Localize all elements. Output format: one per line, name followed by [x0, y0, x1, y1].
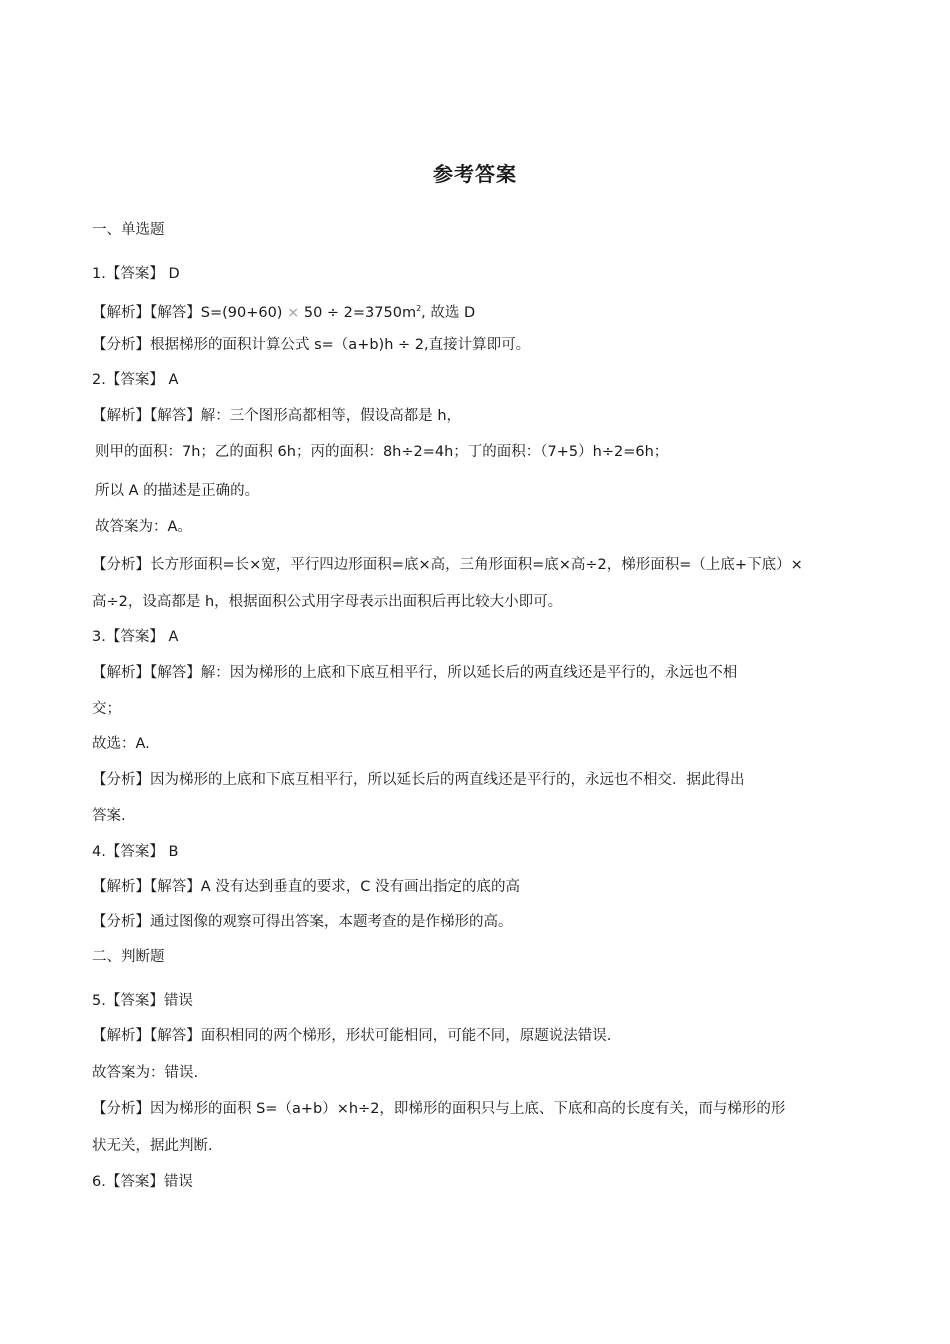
q2-analysis-line2: 高÷2，设高都是 h，根据面积公式用字母表示出面积后再比较大小即可。 [92, 594, 563, 610]
q6-answer: 6.【答案】错误 [92, 1174, 193, 1190]
q3-explanation-line1: 【解析】【解答】解：因为梯形的上底和下底互相平行，所以延长后的两直线还是平行的，永远也不相 [92, 665, 738, 681]
superscript-2: 2 [416, 304, 422, 313]
q4-answer: 4.【答案】 B [92, 844, 179, 860]
q2-explanation-line3: 所以 A 的描述是正确的。 [95, 483, 260, 499]
multiply-sign: × [287, 305, 300, 321]
q2-answer: 2.【答案】 A [92, 372, 179, 388]
q3-analysis-line1: 【分析】因为梯形的上底和下底互相平行，所以延长后的两直线还是平行的，永远也不相交．据此得出 [92, 772, 745, 788]
q2-explanation-line4: 故答案为：A。 [95, 519, 192, 535]
q3-explanation-line3: 故选：A. [92, 736, 150, 752]
q3-analysis-line2: 答案. [92, 808, 126, 824]
q2-explanation-line1: 【解析】【解答】解：三个图形高都相等，假设高都是 h， [92, 408, 462, 424]
section-heading-single-choice: 一、单选题 [92, 222, 165, 238]
q3-answer: 3.【答案】 A [92, 629, 179, 645]
q2-explanation-line2: 则甲的面积：7h；乙的面积 6h；丙的面积：8h÷2=4h；丁的面积：（7+5）h÷2=6h； [95, 444, 669, 460]
q1-answer: 1.【答案】 D [92, 266, 180, 282]
q5-explanation-line2: 故答案为：错误. [92, 1065, 199, 1081]
q5-answer: 5.【答案】错误 [92, 993, 193, 1009]
page-title: 参考答案 [433, 162, 517, 186]
q5-analysis-line2: 状无关，据此判断. [92, 1138, 213, 1154]
q5-analysis-line1: 【分析】因为梯形的面积 S=（a+b）×h÷2，即梯形的面积只与上底、下底和高的长度有关，而与梯形的形 [92, 1101, 786, 1117]
q2-analysis-line1: 【分析】长方形面积=长×宽，平行四边形面积=底×高，三角形面积=底×高÷2，梯形面积=（上底+下底）× [92, 557, 803, 573]
q3-explanation-line2: 交； [92, 701, 121, 717]
q4-explanation: 【解析】【解答】A 没有达到垂直的要求，C 没有画出指定的底的高 [92, 879, 521, 895]
section-heading-true-false: 二、判断题 [92, 949, 165, 965]
q5-explanation-line1: 【解析】【解答】面积相同的两个梯形，形状可能相同，可能不同，原题说法错误. [92, 1028, 612, 1044]
q4-analysis: 【分析】通过图像的观察可得出答案，本题考查的是作梯形的高。 [92, 914, 513, 930]
q1-explanation: 【解析】【解答】$S=(90+60) \times 50 \div 2=3750m^2$, 故选 D [92, 304, 476, 321]
q1-analysis: 【分析】根据梯形的面积计算公式 s=（a+b)h ÷ 2,直接计算即可。 [92, 337, 531, 353]
